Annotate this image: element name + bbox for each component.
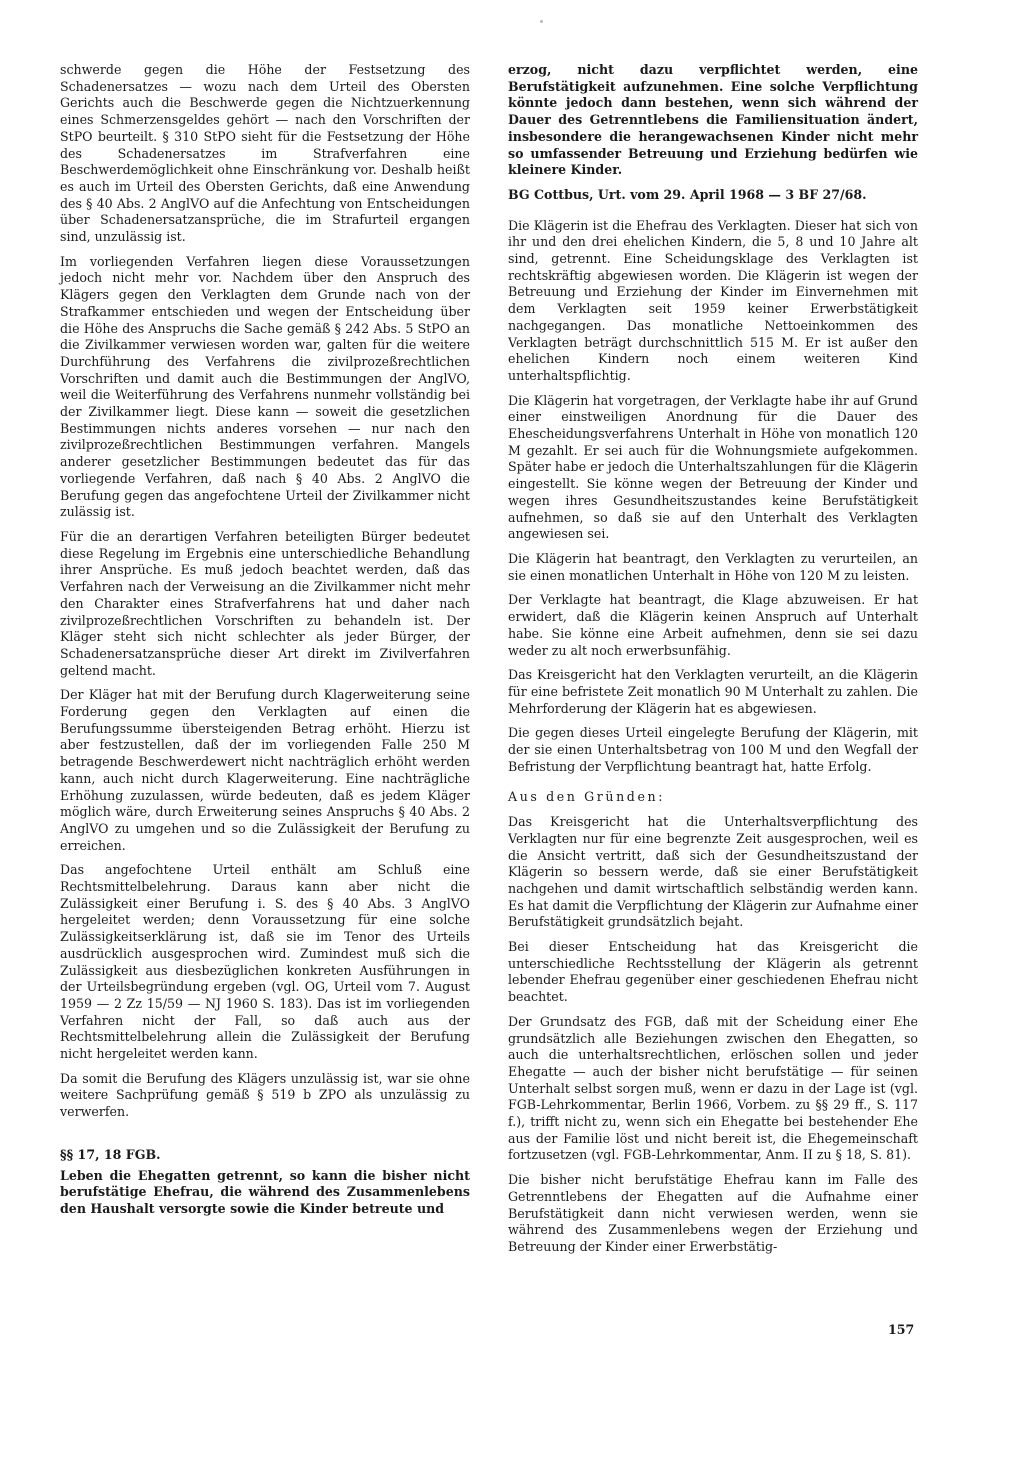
paragraph: Im vorliegenden Verfahren liegen diese Voraussetzungen jedoch nicht mehr vor. Nachdem über den Anspruch des Klägers gegen den Verklagten dem Grunde nach von der Strafkammer entschieden und wegen der Entscheidung über die Höhe des Anspruchs die Sache gemäß § 242 Abs. 5 StPO an die Zivilkammer verwiesen worden war, galten für die weitere Durchführung des Verfahrens die zivilprozeßrechtlichen Vorschriften und damit auch die Bestimmungen der AnglVO, weil die Weiterführung des Verfahrens nunmehr vollständig bei der Zivilkammer liegt. Diese kann — soweit die gesetzlichen Bestimmungen nichts anderes vorsehen — nur nach den zivilprozeßrechtlichen Bestimmungen verfahren. Mangels anderer gesetzlicher Bestimmungen bedeutet das für das vorliegende Verfahren, daß nach § 40 Abs. 2 AnglVO die Berufung gegen das angefochtene Urteil der Zivilkammer nicht zulässig ist. xyxy=(60,253,470,520)
reasons-heading: Aus den Gründen: xyxy=(508,789,666,805)
page-number: 157 xyxy=(888,1322,915,1337)
court-reference: BG Cottbus, Urt. vom 29. April 1968 — 3 BF 27/68. xyxy=(508,186,867,202)
paragraph: Die Klägerin hat beantragt, den Verklagten zu verurteilen, an sie einen monatlichen Unterhalt in Höhe von 120 M zu leisten. xyxy=(508,550,918,583)
right-column xyxy=(508,62,918,1264)
left-column xyxy=(60,62,470,1226)
paragraph: Bei dieser Entscheidung hat das Kreisgericht die unterschiedliche Rechtsstellung der Klägerin als getrennt lebender Ehefrau gegenüber einer geschiedenen Ehefrau nicht beachtet. xyxy=(508,939,918,1005)
paragraph: Der Kläger hat mit der Berufung durch Klagerweiterung seine Forderung gegen den Verklagten auf einen die Berufungssumme übersteigenden Betrag erhöht. Hierzu ist aber festzustellen, daß der im vorliegenden Falle 250 M betragende Beschwerdewert nicht nachträglich erhöht werden kann, auch nicht durch Klagerweiterung. Eine nachträgliche Erhöhung zuzulassen, würde bedeuten, daß es jedem Kläger möglich wäre, durch Erweiterung seines Anspruchs § 40 Abs. 2 AnglVO zu umgehen und so die Zulässigkeit der Berufung zu erreichen. xyxy=(60,687,470,853)
section-heading: §§ 17, 18 FGB. xyxy=(60,1146,161,1162)
paragraph: Da somit die Berufung des Klägers unzulässig ist, war sie ohne weitere Sachprüfung gemäß § 519 b ZPO als unzulässig zu verwerfen. xyxy=(60,1070,470,1120)
paragraph: Die Klägerin ist die Ehefrau des Verklagten. Dieser hat sich von ihr und den drei ehelichen Kindern, die 5, 8 und 10 Jahre alt sind, getrennt. Eine Scheidungsklage des Verklagten ist rechtskräftig abgewiesen worden. Die Klägerin ist wegen der Betreuung und Erziehung der Kinder im Einvernehmen mit dem Verklagten seit 1959 keiner Erwerbstätigkeit nachgegangen. Das monatliche Nettoeinkommen des Verklagten beträgt durchschnittlich 515 M. Er ist außer den ehelichen Kindern noch einem weiteren Kind unterhaltspflichtig. xyxy=(508,217,918,383)
paragraph: Die gegen dieses Urteil eingelegte Berufung der Klägerin, mit der sie einen Unterhaltsbetrag von 100 M und den Wegfall der Befristung der Verpflichtung beantragt hat, hatte Erfolg. xyxy=(508,725,918,774)
paragraph: Das angefochtene Urteil enthält am Schluß eine Rechtsmittelbelehrung. Daraus kann aber nicht die Zulässigkeit einer Berufung i. S. des § 40 Abs. 3 AnglVO hergeleitet werden; denn Voraussetzung für eine solche Zulässigkeitserklärung ist, daß sie im Tenor des Urteils ausdrücklich ausgesprochen wird. Zumindest muß sich die Zulässigkeit aus diesbezüglichen konkreten Ausführungen in der Urteilsbegründung ergeben (vgl. OG, Urteil vom 7. August 1959 — 2 Zz 15/59 — NJ 1960 S. 183). Das ist im vorliegenden Verfahren nicht der Fall, so daß auch aus der Rechtsmittelbelehrung allein die Zulässigkeit der Berufung nicht hergeleitet werden kann. xyxy=(60,862,470,1062)
headnote-continued: erzog, nicht dazu verpflichtet werden, eine Berufstätigkeit aufzunehmen. Eine solche Verpflichtung könnte jedoch dann bestehen, wenn sich während der Dauer des Getrenntlebens die Familiensituation ändert, insbesondere die herangewachsenen Kinder nicht mehr so umfassender Betreuung und Erziehung bedürfen wie kleinere Kinder. xyxy=(508,62,918,178)
paragraph: Das Kreisgericht hat die Unterhaltsverpflichtung des Verklagten nur für eine begrenzte Zeit ausgesprochen, weil es die Ansicht vertritt, daß sich der Gesundheitszustand der Klägerin so bessern werde, daß sie einer Berufstätigkeit nachgehen und damit wirtschaftlich selbständig werden kann. Es hat damit die Verpflichtung der Klägerin zur Aufnahme einer Berufstätigkeit grundsätzlich bejaht. xyxy=(508,814,918,930)
headnote: Leben die Ehegatten getrennt, so kann die bisher nicht berufstätige Ehefrau, die während des Zusammenlebens den Haushalt versorgte sowie die Kinder betreute und xyxy=(60,1167,470,1216)
paragraph: Für die an derartigen Verfahren beteiligten Bürger bedeutet diese Regelung im Ergebnis eine unterschiedliche Behandlung ihrer Ansprüche. Es muß jedoch beachtet werden, daß das Verfahren nach der Verweisung an die Zivilkammer nicht mehr den Charakter eines Strafverfahrens hat und daher nach zivilprozeßrechtlichen Vorschriften zu behandeln ist. Der Kläger steht sich nicht schlechter als jeder Bürger, der Schadenersatzansprüche dieser Art direkt im Zivilverfahren geltend macht. xyxy=(60,528,470,678)
paragraph: Das Kreisgericht hat den Verklagten verurteilt, an die Klägerin für eine befristete Zeit monatlich 90 M Unterhalt zu zahlen. Die Mehrforderung der Klägerin hat es abgewiesen. xyxy=(508,667,918,716)
scan-speck xyxy=(540,20,543,23)
paragraph: Die bisher nicht berufstätige Ehefrau kann im Falle des Getrenntlebens der Ehegatten auf die Aufnahme einer Berufstätigkeit dann nicht verwiesen werden, wenn sie während des Zusammenlebens wegen der Erziehung und Betreuung der Kinder einer Erwerbstätig- xyxy=(508,1172,918,1254)
paragraph: Der Grundsatz des FGB, daß mit der Scheidung einer Ehe grundsätzlich alle Beziehungen zwischen den Ehegatten, so auch die unterhaltsrechtlichen, erlöschen sollen und jeder Ehegatte — auch der bisher nicht berufstätige — für seinen Unterhalt selbst sorgen muß, wenn er dazu in der Lage ist (vgl. FGB-Lehrkommentar, Berlin 1966, Vorbem. zu §§ 29 ff., S. 117 f.), trifft nicht zu, wenn sich ein Ehegatte bei bestehender Ehe aus der Familie löst und nicht bereit ist, die Ehegemeinschaft fortzusetzen (vgl. FGB-Lehrkommentar, Anm. II zu § 18, S. 81). xyxy=(508,1013,918,1163)
paragraph: Der Verklagte hat beantragt, die Klage abzuweisen. Er hat erwidert, daß die Klägerin keinen Anspruch auf Unterhalt habe. Sie könne eine Arbeit aufnehmen, denn sie sei dazu weder zu alt noch erwerbsunfähig. xyxy=(508,592,918,658)
paragraph: Die Klägerin hat vorgetragen, der Verklagte habe ihr auf Grund einer einstweiligen Anordnung für die Dauer des Ehescheidungsverfahrens Unterhalt in Höhe von monatlich 120 M gezahlt. Er sei auch für die Wohnungsmiete aufgekommen. Später habe er jedoch die Unterhaltszahlungen für die Klägerin eingestellt. Sie könne wegen der Betreuung der Kinder und wegen ihres Gesundheitszustandes keine Berufstätigkeit aufnehmen, so daß sie auf den Unterhalt des Verklagten angewiesen sei. xyxy=(508,392,918,542)
paragraph: schwerde gegen die Höhe der Festsetzung des Schadenersatzes — wozu nach dem Urteil des Obersten Gerichts auch die Beschwerde gegen die Nichtzuerkennung eines Schmerzensgeldes gehört — nach den Vorschriften der StPO beurteilt. § 310 StPO sieht für die Festsetzung der Höhe des Schadenersatzes im Strafverfahren eine Beschwerdemöglichkeit ohne Einschränkung vor. Deshalb heißt es auch im Urteil des Obersten Gerichts, daß eine Anwendung des § 40 Abs. 2 AnglVO auf die Anfechtung von Entscheidungen über Schadenersatzansprüche, die im Strafurteil ergangen sind, unzulässig ist. xyxy=(60,62,470,245)
